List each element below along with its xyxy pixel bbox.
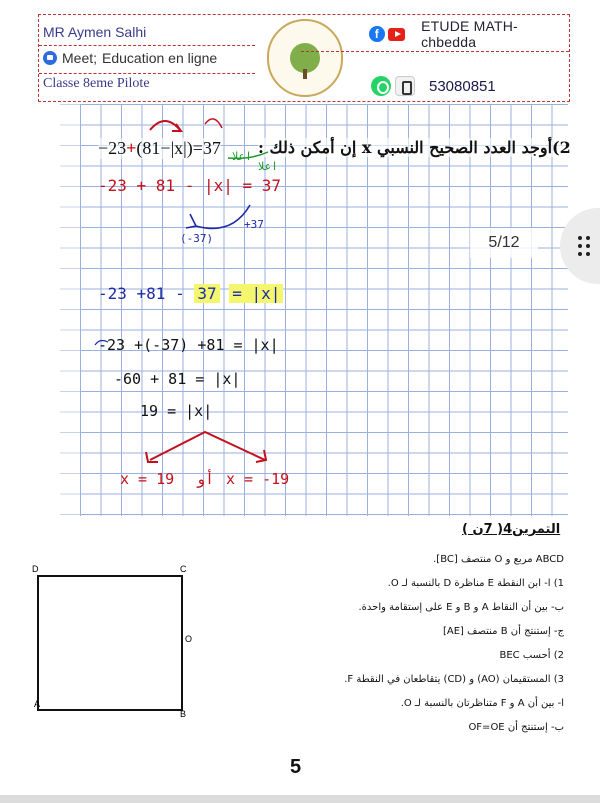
note-side: اعلا: [258, 160, 278, 173]
equation-plus: +: [126, 138, 137, 158]
work-line-2a: -23 +81 -: [98, 284, 185, 303]
label-o: O: [185, 634, 193, 644]
label-b: B: [180, 709, 187, 719]
meet-prefix: Meet;: [62, 50, 98, 66]
work-line-3: -23 +(-37) +81 = |x|: [98, 336, 279, 354]
question-title: 2)أوجد العدد الصحيح النسبي x إن أمكن ذلك :: [258, 138, 571, 157]
solution-left: x = 19: [120, 470, 175, 488]
exercise-line: 2) أحسب BEC: [499, 650, 564, 661]
exercise-line: ب- بين أن النقاط A و B و E على إستقامة واحدة.: [358, 602, 564, 613]
exercise-title: التمرين4( 7ن ): [462, 522, 561, 537]
exercise-line: ب- إستنتج أن OF=OE: [468, 722, 564, 733]
arrow-label-right: +37: [244, 218, 264, 231]
channel-name: ETUDE MATH-chbedda: [421, 18, 518, 50]
class-label: Classe 8eme Pilote: [43, 76, 150, 91]
teacher-name: MR Aymen Salhi: [43, 24, 147, 40]
label-c: C: [180, 564, 187, 574]
phone-number: 53080851: [429, 77, 496, 95]
work-line-5: 19 = |x|: [140, 402, 213, 420]
work-line-2b: = |x|: [229, 284, 283, 303]
exercise-line: 1) ا- ابن النقطة E مناظرة D بالنسبة لـ O.: [387, 578, 564, 589]
highlight-37: 37: [194, 284, 219, 303]
equation-right: =37: [192, 138, 221, 158]
square-abcd: [38, 576, 182, 710]
label-d: D: [32, 564, 39, 574]
meet-value: Education en ligne: [102, 50, 218, 66]
facebook-icon: f: [369, 26, 385, 42]
exercise-line: 3) المستقيمان (AO) و (CD) يتقاطعان في النقطة F.: [344, 674, 564, 685]
exercise-line: ا- بين أن A و F متناظرتان بالنسبة لـ O.: [400, 698, 564, 709]
more-options-icon[interactable]: [578, 236, 592, 258]
solution-or: أو: [196, 470, 215, 488]
work-line-1: -23 + 81 - |x| = 37: [98, 176, 282, 195]
note-top: اعلا: [232, 150, 252, 163]
solution-right: x = -19: [226, 470, 290, 488]
page-number: 5: [290, 756, 302, 778]
exercise-line: ج- إستنتج أن B منتصف [AE]: [442, 626, 564, 637]
page-indicator: 5/12: [470, 228, 538, 258]
work-line-2: [98, 284, 283, 303]
label-a: A: [34, 699, 41, 709]
equation-left: −23: [98, 138, 127, 158]
square-figure: [30, 562, 200, 722]
arrow-label-left: (-37): [180, 232, 214, 245]
work-line-4: -60 + 81 = |x|: [114, 370, 241, 388]
exercise-line: ABCD مربع و O منتصف [BC].: [433, 554, 564, 565]
page-gap: [0, 795, 600, 803]
equation-mid: (81−|x|): [136, 138, 193, 158]
